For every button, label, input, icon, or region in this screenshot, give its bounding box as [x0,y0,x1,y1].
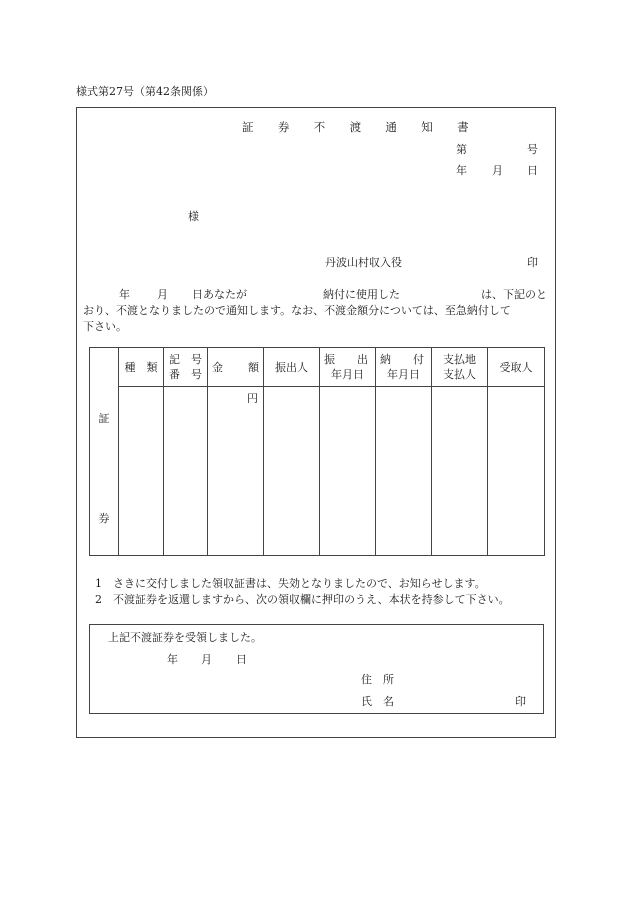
cell-issue-date [320,387,376,556]
issue-date-month: 月 [492,164,503,177]
header-issue-date-2: 年月日 [331,368,364,381]
header-payment-date-1: 納 付 [380,353,424,366]
receipt-date-year: 年 [167,653,178,666]
header-issue-date-1: 振 出 [324,353,368,366]
number-suffix: 号 [527,143,538,156]
header-payment-place-1: 支払地 [443,353,476,366]
cell-payment-place [432,387,488,556]
header-payment-place [432,348,488,387]
note-1: 1 さきに交付しました領収証書は、失効となりましたので、お知らせします。 [95,577,486,590]
cell-symbol-number [164,387,208,556]
receipt-address-label: 住 所 [361,673,394,686]
issuer-seal: 印 [527,256,538,269]
header-number: 番 号 [169,368,202,381]
notice-end-text: は、下記のと [481,288,547,301]
notice-year: 年 [119,288,130,301]
receipt-date-day: 日 [236,653,247,666]
notice-line-3: 下さい。 [83,320,127,333]
side-label-bottom: 券 [98,512,110,525]
receipt-date-month: 月 [201,653,212,666]
cell-receiver [488,387,545,556]
document-title: 証 券 不 渡 通 知 書 [242,120,479,134]
securities-side-label [90,348,119,556]
header-amount-2: 額 [248,361,259,374]
cell-drawer [264,387,320,556]
cell-kind [119,387,164,556]
header-issue-date [320,348,376,387]
receipt-statement: 上記不渡証券を受領しました。 [108,631,262,644]
issue-date-year: 年 [456,164,467,177]
receipt-seal: 印 [515,695,526,708]
yen-unit: 円 [247,392,258,405]
notice-month: 月 [157,288,168,301]
issuer-name: 丹波山村収入役 [325,256,402,269]
issue-date-day: 日 [527,164,538,177]
cell-payment-date [376,387,432,556]
notice-paragraph [83,287,551,335]
header-drawer: 振出人 [264,348,320,387]
notice-line-2: おり、不渡となりましたので通知します。なお、不渡金額分については、至急納付して [83,304,511,317]
header-amount-1: 金 [212,361,223,374]
addressee-suffix: 様 [188,210,199,223]
securities-table [89,347,545,556]
note-2: 2 不渡証券を返還しますから、次の領収欄に押印のうえ、本状を持参して下さい。 [95,593,510,606]
cell-amount [208,387,264,556]
header-kind: 種 類 [119,348,164,387]
number-prefix: 第 [456,143,467,156]
notice-mid-text: 納付に使用した [323,288,400,301]
header-payment-date [376,348,432,387]
header-amount [208,348,264,387]
form-id: 様式第27号（第42条関係） [76,85,214,98]
header-symbol-number [164,348,208,387]
header-symbol: 記 号 [169,353,202,366]
side-label-top: 証 [98,412,110,425]
header-payment-place-2: 支払人 [443,368,476,381]
notice-day-text: 日あなたが [192,288,247,301]
notice-line-1 [83,287,551,303]
table-header-row [90,348,545,387]
header-payment-date-2: 年月日 [387,368,420,381]
table-row [90,387,545,556]
receipt-name-label: 氏 名 [361,695,394,708]
header-receiver: 受取人 [488,348,545,387]
